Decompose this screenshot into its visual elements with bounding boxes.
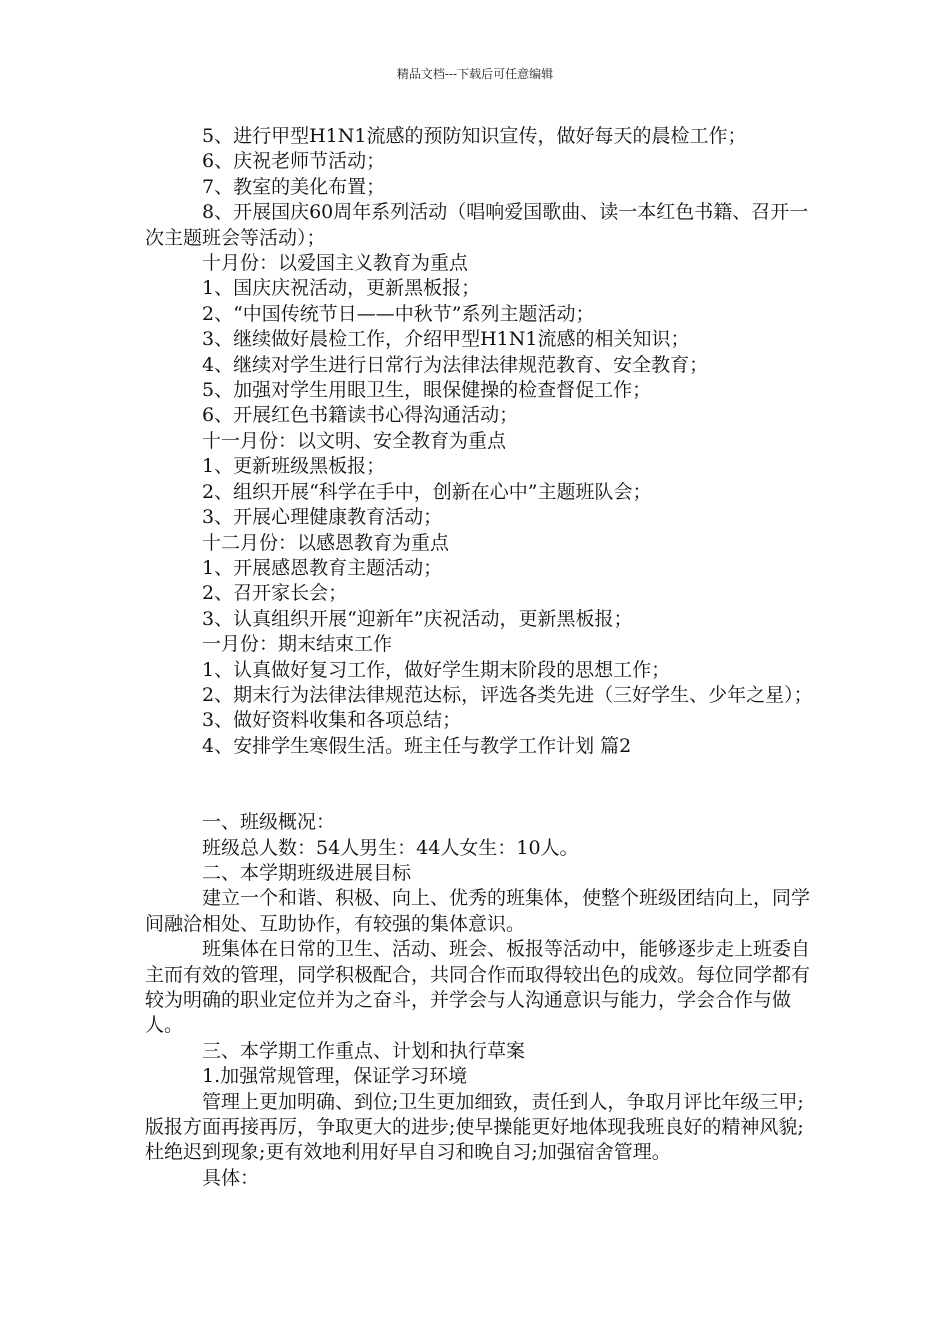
paragraph: 班级总人数：54人男生：44人女生：10人。 bbox=[202, 836, 579, 859]
document-body bbox=[145, 124, 813, 1191]
paragraph: 1、国庆庆祝活动，更新黑板报； bbox=[202, 277, 481, 300]
paragraph: 2、期末行为法律法律规范达标，评选各类先进（三好学生、少年之星）； bbox=[202, 683, 813, 706]
paragraph: 3、认真组织开展“迎新年”庆祝活动，更新黑板报； bbox=[202, 607, 633, 630]
paragraph: 3、继续做好晨检工作，介绍甲型H1N1流感的相关知识； bbox=[202, 328, 690, 351]
section-heading: 二、本学期班级进展目标 bbox=[202, 861, 412, 884]
paragraph: 2、召开家长会； bbox=[202, 582, 348, 605]
paragraph: 5、加强对学生用眼卫生，眼保健操的检查督促工作； bbox=[202, 379, 652, 402]
page-header: 精品文档---下载后可任意编辑 bbox=[396, 67, 554, 81]
section-heading: 十二月份：以感恩教育为重点 bbox=[202, 531, 450, 554]
section-heading: 十一月份：以文明、安全教育为重点 bbox=[202, 429, 507, 452]
paragraph: 7、教室的美化布置； bbox=[202, 175, 386, 198]
paragraph: 2、组织开展“科学在手中，创新在心中”主题班队会； bbox=[202, 480, 652, 503]
paragraph: 管理上更加明确、到位;卫生更加细致，责任到人，争取月评比年级三甲;版报方面再接再厉，争取更大的进步;使早操能更好地体现我班良好的精神风貌;杜绝迟到现象;更有效地利用好早自习和晚自习;加强宿舍管理。 bbox=[145, 1090, 804, 1164]
subsection-heading: 1.加强常规管理，保证学习环境 bbox=[202, 1065, 468, 1088]
paragraph: 4、安排学生寒假生活。班主任与教学工作计划 篇2 bbox=[202, 734, 632, 757]
paragraph: 4、继续对学生进行日常行为法律法律规范教育、安全教育； bbox=[202, 353, 709, 376]
section-gap bbox=[145, 759, 813, 810]
paragraph: 6、庆祝老师节活动； bbox=[202, 150, 386, 173]
paragraph: 8、开展国庆60周年系列活动（唱响爱国歌曲、读一本红色书籍、召开一次主题班会等活动）； bbox=[145, 201, 809, 249]
paragraph: 具体： bbox=[202, 1166, 260, 1189]
paragraph: 2、“中国传统节日——中秋节”系列主题活动； bbox=[202, 302, 595, 325]
paragraph: 3、开展心理健康教育活动； bbox=[202, 506, 443, 529]
paragraph: 6、开展红色书籍读书心得沟通活动； bbox=[202, 404, 519, 427]
paragraph: 1、更新班级黑板报； bbox=[202, 455, 386, 478]
paragraph: 1、认真做好复习工作，做好学生期末阶段的思想工作； bbox=[202, 658, 671, 681]
paragraph: 班集体在日常的卫生、活动、班会、板报等活动中，能够逐步走上班委自主而有效的管理，同学积极配合，共同合作而取得较出色的成效。每位同学都有较为明确的职业定位并为之奋斗，并学会与人沟通意识与能力，学会合作与做人。 bbox=[145, 938, 811, 1037]
paragraph: 建立一个和谐、积极、向上、优秀的班集体，使整个班级团结向上，同学间融洽相处、互助协作，有较强的集体意识。 bbox=[145, 887, 811, 935]
section-heading: 一、班级概况： bbox=[202, 811, 336, 834]
paragraph: 1、开展感恩教育主题活动； bbox=[202, 556, 443, 579]
paragraph: 5、进行甲型H1N1流感的预防知识宣传，做好每天的晨检工作； bbox=[202, 125, 747, 147]
paragraph: 3、做好资料收集和各项总结； bbox=[202, 709, 462, 732]
section-heading: 三、本学期工作重点、计划和执行草案 bbox=[202, 1039, 526, 1062]
section-heading: 一月份：期末结束工作 bbox=[202, 633, 393, 656]
section-heading: 十月份：以爱国主义教育为重点 bbox=[202, 252, 469, 275]
